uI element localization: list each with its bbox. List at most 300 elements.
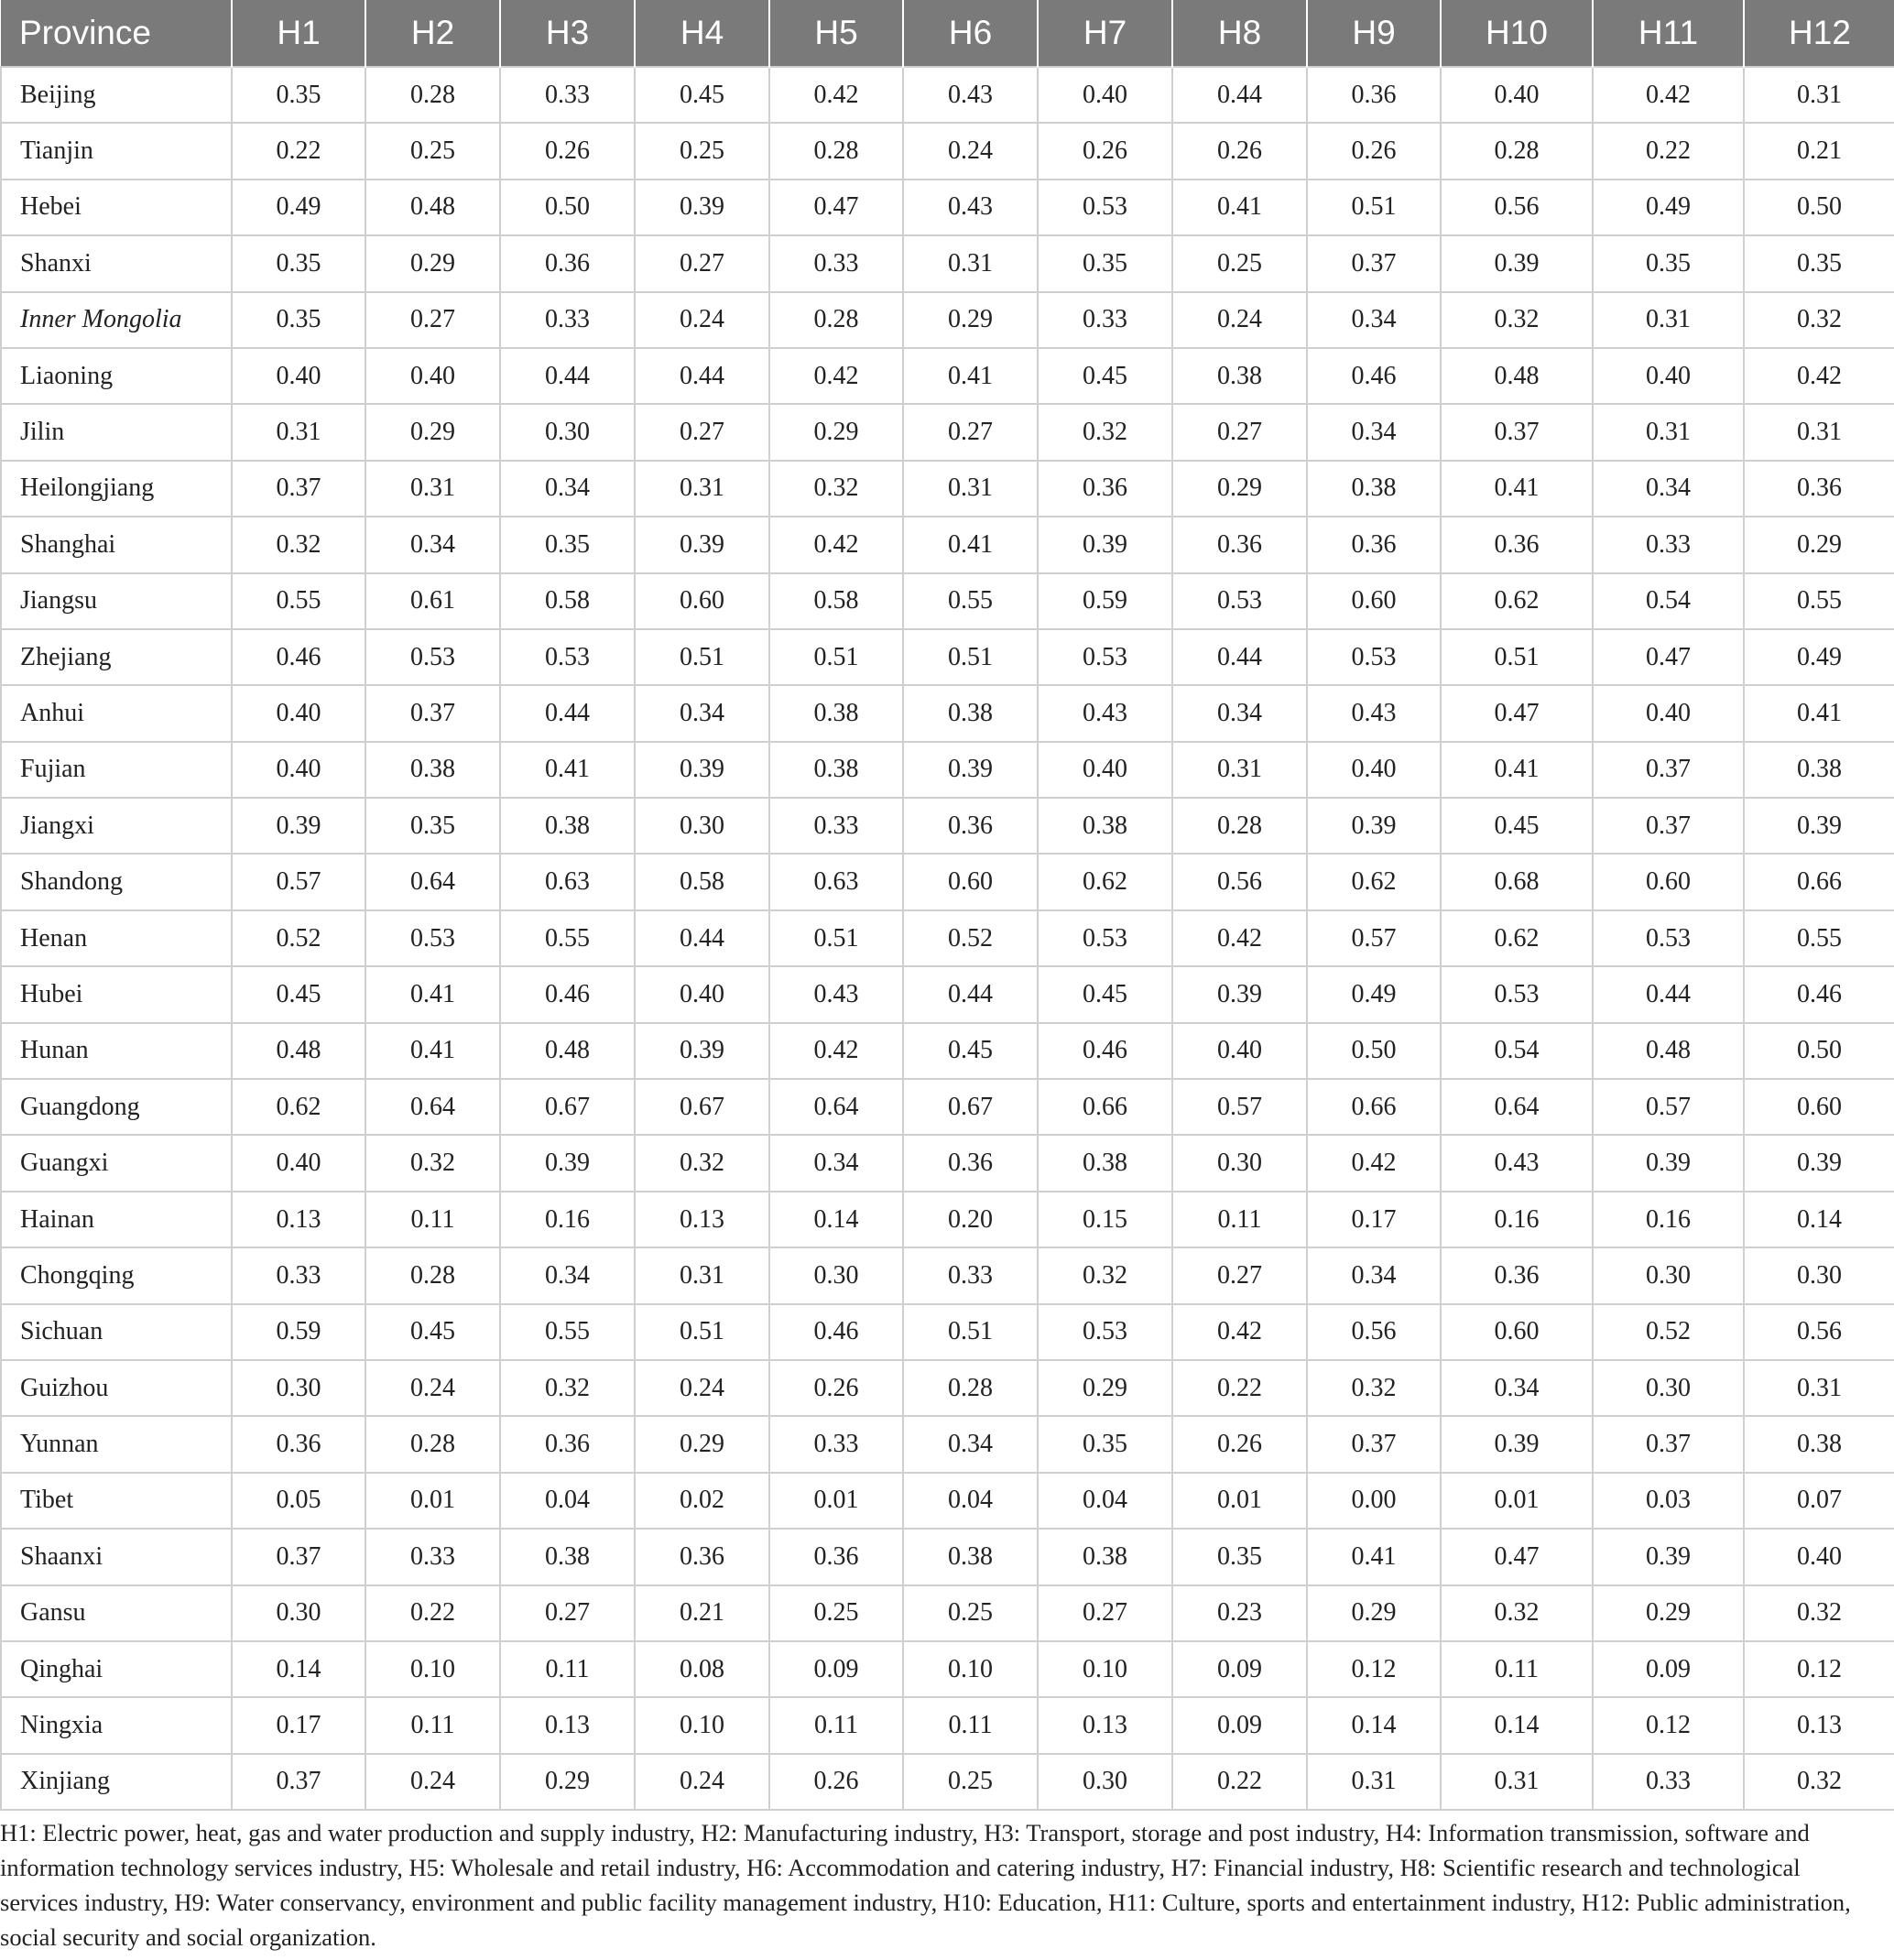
value-cell: 0.64 — [1441, 1079, 1593, 1135]
value-cell: 0.43 — [1307, 685, 1441, 741]
value-cell: 0.32 — [1038, 404, 1172, 460]
value-cell: 0.66 — [1744, 854, 1894, 909]
value-cell: 0.35 — [365, 798, 500, 854]
value-cell: 0.12 — [1744, 1641, 1894, 1697]
value-cell: 0.53 — [1038, 1304, 1172, 1360]
value-cell: 0.66 — [1038, 1079, 1172, 1135]
value-cell: 0.34 — [365, 517, 500, 572]
value-cell: 0.14 — [769, 1192, 903, 1247]
value-cell: 0.39 — [635, 517, 769, 572]
value-cell: 0.37 — [1593, 742, 1744, 798]
value-cell: 0.38 — [500, 798, 635, 854]
value-cell: 0.38 — [365, 742, 500, 798]
value-cell: 0.50 — [500, 180, 635, 235]
value-cell: 0.33 — [232, 1247, 365, 1303]
value-cell: 0.38 — [1038, 1529, 1172, 1584]
table-row — [1, 1304, 1894, 1360]
value-cell: 0.39 — [1307, 798, 1441, 854]
value-cell: 0.40 — [1593, 348, 1744, 404]
value-cell: 0.22 — [365, 1585, 500, 1641]
value-cell: 0.32 — [232, 517, 365, 572]
value-cell: 0.34 — [903, 1416, 1038, 1472]
value-cell: 0.60 — [1744, 1079, 1894, 1135]
value-cell: 0.37 — [232, 1529, 365, 1584]
value-cell: 0.53 — [1038, 180, 1172, 235]
table-row — [1, 685, 1894, 741]
province-cell: Sichuan — [1, 1304, 232, 1360]
value-cell: 0.42 — [769, 517, 903, 572]
value-cell: 0.40 — [365, 348, 500, 404]
column-header-h2: H2 — [365, 0, 500, 67]
value-cell: 0.29 — [903, 292, 1038, 348]
value-cell: 0.01 — [365, 1473, 500, 1529]
value-cell: 0.36 — [1441, 1247, 1593, 1303]
value-cell: 0.39 — [903, 742, 1038, 798]
value-cell: 0.13 — [1744, 1697, 1894, 1753]
value-cell: 0.34 — [1172, 685, 1307, 741]
value-cell: 0.41 — [365, 1023, 500, 1079]
value-cell: 0.47 — [1441, 685, 1593, 741]
value-cell: 0.55 — [903, 573, 1038, 629]
value-cell: 0.41 — [500, 742, 635, 798]
value-cell: 0.42 — [1593, 67, 1744, 123]
value-cell: 0.29 — [1172, 461, 1307, 517]
value-cell: 0.31 — [1593, 404, 1744, 460]
value-cell: 0.52 — [232, 910, 365, 966]
value-cell: 0.48 — [1441, 348, 1593, 404]
value-cell: 0.34 — [1307, 404, 1441, 460]
value-cell: 0.64 — [769, 1079, 903, 1135]
value-cell: 0.27 — [1038, 1585, 1172, 1641]
value-cell: 0.30 — [232, 1360, 365, 1416]
value-cell: 0.35 — [1172, 1529, 1307, 1584]
table-row — [1, 798, 1894, 854]
value-cell: 0.56 — [1307, 1304, 1441, 1360]
value-cell: 0.60 — [1307, 573, 1441, 629]
value-cell: 0.54 — [1593, 573, 1744, 629]
value-cell: 0.54 — [1441, 1023, 1593, 1079]
value-cell: 0.45 — [1441, 798, 1593, 854]
province-cell: Heilongjiang — [1, 461, 232, 517]
value-cell: 0.35 — [232, 292, 365, 348]
value-cell: 0.31 — [365, 461, 500, 517]
province-cell: Fujian — [1, 742, 232, 798]
value-cell: 0.34 — [1441, 1360, 1593, 1416]
table-row — [1, 910, 1894, 966]
table-row — [1, 742, 1894, 798]
value-cell: 0.32 — [1441, 1585, 1593, 1641]
value-cell: 0.37 — [365, 685, 500, 741]
value-cell: 0.29 — [635, 1416, 769, 1472]
value-cell: 0.13 — [1038, 1697, 1172, 1753]
value-cell: 0.15 — [1038, 1192, 1172, 1247]
value-cell: 0.46 — [232, 629, 365, 685]
value-cell: 0.35 — [232, 235, 365, 291]
value-cell: 0.31 — [1744, 67, 1894, 123]
value-cell: 0.04 — [1038, 1473, 1172, 1529]
value-cell: 0.32 — [1744, 1585, 1894, 1641]
value-cell: 0.42 — [1744, 348, 1894, 404]
value-cell: 0.39 — [1441, 235, 1593, 291]
value-cell: 0.51 — [1307, 180, 1441, 235]
value-cell: 0.30 — [232, 1585, 365, 1641]
value-cell: 0.25 — [1172, 235, 1307, 291]
column-header-h9: H9 — [1307, 0, 1441, 67]
value-cell: 0.33 — [769, 798, 903, 854]
value-cell: 0.55 — [500, 910, 635, 966]
value-cell: 0.31 — [232, 404, 365, 460]
value-cell: 0.47 — [769, 180, 903, 235]
value-cell: 0.60 — [1593, 854, 1744, 909]
value-cell: 0.27 — [1172, 1247, 1307, 1303]
table-row — [1, 1754, 1894, 1810]
province-cell: Qinghai — [1, 1641, 232, 1697]
value-cell: 0.30 — [1744, 1247, 1894, 1303]
value-cell: 0.40 — [1307, 742, 1441, 798]
value-cell: 0.44 — [500, 685, 635, 741]
value-cell: 0.35 — [1593, 235, 1744, 291]
value-cell: 0.31 — [1744, 404, 1894, 460]
value-cell: 0.53 — [1172, 573, 1307, 629]
value-cell: 0.49 — [1744, 629, 1894, 685]
province-cell: Gansu — [1, 1585, 232, 1641]
value-cell: 0.32 — [1038, 1247, 1172, 1303]
value-cell: 0.38 — [1038, 798, 1172, 854]
value-cell: 0.36 — [1307, 517, 1441, 572]
value-cell: 0.25 — [769, 1585, 903, 1641]
value-cell: 0.14 — [1307, 1697, 1441, 1753]
value-cell: 0.27 — [500, 1585, 635, 1641]
value-cell: 0.38 — [769, 685, 903, 741]
value-cell: 0.38 — [1307, 461, 1441, 517]
value-cell: 0.62 — [1038, 854, 1172, 909]
value-cell: 0.24 — [1172, 292, 1307, 348]
province-cell: Xinjiang — [1, 1754, 232, 1810]
value-cell: 0.45 — [1038, 966, 1172, 1022]
province-cell: Hunan — [1, 1023, 232, 1079]
value-cell: 0.36 — [1744, 461, 1894, 517]
value-cell: 0.31 — [1744, 1360, 1894, 1416]
value-cell: 0.32 — [1307, 1360, 1441, 1416]
value-cell: 0.27 — [365, 292, 500, 348]
province-cell: Zhejiang — [1, 629, 232, 685]
value-cell: 0.68 — [1441, 854, 1593, 909]
column-header-h6: H6 — [903, 0, 1038, 67]
value-cell: 0.31 — [903, 461, 1038, 517]
value-cell: 0.48 — [500, 1023, 635, 1079]
table-row — [1, 1416, 1894, 1472]
value-cell: 0.00 — [1307, 1473, 1441, 1529]
header-row — [1, 0, 1894, 67]
value-cell: 0.11 — [365, 1192, 500, 1247]
value-cell: 0.16 — [1593, 1192, 1744, 1247]
table-row — [1, 573, 1894, 629]
value-cell: 0.41 — [1441, 742, 1593, 798]
table-row — [1, 1641, 1894, 1697]
value-cell: 0.24 — [635, 1360, 769, 1416]
value-cell: 0.57 — [232, 854, 365, 909]
value-cell: 0.38 — [769, 742, 903, 798]
value-cell: 0.32 — [500, 1360, 635, 1416]
value-cell: 0.39 — [500, 1135, 635, 1191]
value-cell: 0.34 — [635, 685, 769, 741]
value-cell: 0.29 — [1038, 1360, 1172, 1416]
value-cell: 0.36 — [500, 1416, 635, 1472]
value-cell: 0.26 — [1172, 1416, 1307, 1472]
column-header-h11: H11 — [1593, 0, 1744, 67]
value-cell: 0.24 — [365, 1360, 500, 1416]
value-cell: 0.28 — [365, 67, 500, 123]
value-cell: 0.30 — [1593, 1360, 1744, 1416]
value-cell: 0.58 — [635, 854, 769, 909]
province-cell: Jilin — [1, 404, 232, 460]
value-cell: 0.36 — [1038, 461, 1172, 517]
value-cell: 0.40 — [1593, 685, 1744, 741]
column-header-h7: H7 — [1038, 0, 1172, 67]
value-cell: 0.53 — [1441, 966, 1593, 1022]
value-cell: 0.33 — [1593, 517, 1744, 572]
value-cell: 0.51 — [903, 1304, 1038, 1360]
value-cell: 0.40 — [232, 1135, 365, 1191]
value-cell: 0.44 — [1172, 629, 1307, 685]
value-cell: 0.56 — [1744, 1304, 1894, 1360]
value-cell: 0.38 — [500, 1529, 635, 1584]
value-cell: 0.33 — [769, 1416, 903, 1472]
value-cell: 0.31 — [1441, 1754, 1593, 1810]
value-cell: 0.33 — [769, 235, 903, 291]
value-cell: 0.42 — [769, 348, 903, 404]
value-cell: 0.53 — [1038, 629, 1172, 685]
province-cell: Shanxi — [1, 235, 232, 291]
value-cell: 0.09 — [1172, 1697, 1307, 1753]
value-cell: 0.38 — [1172, 348, 1307, 404]
value-cell: 0.57 — [1593, 1079, 1744, 1135]
value-cell: 0.48 — [365, 180, 500, 235]
column-header-h1: H1 — [232, 0, 365, 67]
value-cell: 0.28 — [365, 1247, 500, 1303]
value-cell: 0.44 — [1593, 966, 1744, 1022]
value-cell: 0.42 — [1172, 910, 1307, 966]
value-cell: 0.33 — [365, 1529, 500, 1584]
value-cell: 0.23 — [1172, 1585, 1307, 1641]
value-cell: 0.24 — [635, 292, 769, 348]
value-cell: 0.09 — [1172, 1641, 1307, 1697]
value-cell: 0.48 — [1593, 1023, 1744, 1079]
value-cell: 0.36 — [1441, 517, 1593, 572]
value-cell: 0.16 — [1441, 1192, 1593, 1247]
value-cell: 0.45 — [232, 966, 365, 1022]
table-row — [1, 404, 1894, 460]
province-cell: Hainan — [1, 1192, 232, 1247]
table-row — [1, 67, 1894, 123]
value-cell: 0.33 — [500, 292, 635, 348]
value-cell: 0.39 — [635, 1023, 769, 1079]
value-cell: 0.36 — [903, 798, 1038, 854]
value-cell: 0.36 — [903, 1135, 1038, 1191]
table-row — [1, 1585, 1894, 1641]
table-row — [1, 854, 1894, 909]
value-cell: 0.29 — [1307, 1585, 1441, 1641]
value-cell: 0.38 — [903, 685, 1038, 741]
table-row — [1, 1192, 1894, 1247]
value-cell: 0.01 — [1172, 1473, 1307, 1529]
value-cell: 0.28 — [365, 1416, 500, 1472]
value-cell: 0.62 — [1441, 573, 1593, 629]
column-header-h12: H12 — [1744, 0, 1894, 67]
value-cell: 0.46 — [1307, 348, 1441, 404]
value-cell: 0.56 — [1441, 180, 1593, 235]
value-cell: 0.53 — [1307, 629, 1441, 685]
value-cell: 0.43 — [1038, 685, 1172, 741]
column-header-h5: H5 — [769, 0, 903, 67]
value-cell: 0.44 — [1172, 67, 1307, 123]
column-header-h10: H10 — [1441, 0, 1593, 67]
value-cell: 0.12 — [1593, 1697, 1744, 1753]
value-cell: 0.20 — [903, 1192, 1038, 1247]
value-cell: 0.16 — [500, 1192, 635, 1247]
value-cell: 0.66 — [1307, 1079, 1441, 1135]
value-cell: 0.53 — [1593, 910, 1744, 966]
value-cell: 0.55 — [1744, 910, 1894, 966]
province-cell: Beijing — [1, 67, 232, 123]
value-cell: 0.63 — [500, 854, 635, 909]
value-cell: 0.42 — [769, 67, 903, 123]
province-cell: Hubei — [1, 966, 232, 1022]
value-cell: 0.56 — [1172, 854, 1307, 909]
value-cell: 0.41 — [1172, 180, 1307, 235]
value-cell: 0.58 — [769, 573, 903, 629]
value-cell: 0.05 — [232, 1473, 365, 1529]
value-cell: 0.28 — [769, 292, 903, 348]
value-cell: 0.29 — [769, 404, 903, 460]
value-cell: 0.31 — [1307, 1754, 1441, 1810]
value-cell: 0.32 — [635, 1135, 769, 1191]
table-row — [1, 235, 1894, 291]
value-cell: 0.25 — [365, 123, 500, 179]
value-cell: 0.31 — [635, 461, 769, 517]
value-cell: 0.12 — [1307, 1641, 1441, 1697]
value-cell: 0.25 — [635, 123, 769, 179]
value-cell: 0.30 — [769, 1247, 903, 1303]
value-cell: 0.28 — [1441, 123, 1593, 179]
value-cell: 0.35 — [500, 517, 635, 572]
value-cell: 0.41 — [1307, 1529, 1441, 1584]
value-cell: 0.25 — [903, 1585, 1038, 1641]
value-cell: 0.34 — [1593, 461, 1744, 517]
value-cell: 0.35 — [232, 67, 365, 123]
value-cell: 0.11 — [1172, 1192, 1307, 1247]
value-cell: 0.59 — [1038, 573, 1172, 629]
value-cell: 0.04 — [500, 1473, 635, 1529]
value-cell: 0.30 — [1593, 1247, 1744, 1303]
value-cell: 0.39 — [635, 180, 769, 235]
value-cell: 0.26 — [1038, 123, 1172, 179]
value-cell: 0.61 — [365, 573, 500, 629]
value-cell: 0.39 — [1593, 1135, 1744, 1191]
value-cell: 0.26 — [1172, 123, 1307, 179]
table-row — [1, 123, 1894, 179]
province-cell: Henan — [1, 910, 232, 966]
value-cell: 0.28 — [769, 123, 903, 179]
value-cell: 0.31 — [1172, 742, 1307, 798]
value-cell: 0.31 — [903, 235, 1038, 291]
value-cell: 0.34 — [769, 1135, 903, 1191]
value-cell: 0.26 — [769, 1754, 903, 1810]
value-cell: 0.53 — [365, 629, 500, 685]
value-cell: 0.38 — [1744, 742, 1894, 798]
value-cell: 0.62 — [1307, 854, 1441, 909]
value-cell: 0.42 — [1172, 1304, 1307, 1360]
value-cell: 0.26 — [1307, 123, 1441, 179]
value-cell: 0.39 — [635, 742, 769, 798]
province-cell: Liaoning — [1, 348, 232, 404]
value-cell: 0.48 — [232, 1023, 365, 1079]
value-cell: 0.21 — [635, 1585, 769, 1641]
value-cell: 0.38 — [903, 1529, 1038, 1584]
province-cell: Shaanxi — [1, 1529, 232, 1584]
value-cell: 0.44 — [500, 348, 635, 404]
value-cell: 0.11 — [365, 1697, 500, 1753]
value-cell: 0.22 — [1172, 1754, 1307, 1810]
province-cell: Ningxia — [1, 1697, 232, 1753]
value-cell: 0.67 — [500, 1079, 635, 1135]
value-cell: 0.27 — [635, 404, 769, 460]
value-cell: 0.01 — [769, 1473, 903, 1529]
province-cell: Hebei — [1, 180, 232, 235]
table-row — [1, 629, 1894, 685]
value-cell: 0.31 — [635, 1247, 769, 1303]
column-header-h3: H3 — [500, 0, 635, 67]
value-cell: 0.39 — [1172, 966, 1307, 1022]
value-cell: 0.57 — [1172, 1079, 1307, 1135]
value-cell: 0.37 — [1593, 798, 1744, 854]
value-cell: 0.43 — [903, 180, 1038, 235]
table-row — [1, 1247, 1894, 1303]
value-cell: 0.26 — [769, 1360, 903, 1416]
value-cell: 0.37 — [1307, 1416, 1441, 1472]
value-cell: 0.14 — [1441, 1697, 1593, 1753]
value-cell: 0.38 — [1744, 1416, 1894, 1472]
value-cell: 0.11 — [500, 1641, 635, 1697]
value-cell: 0.53 — [1038, 910, 1172, 966]
value-cell: 0.13 — [635, 1192, 769, 1247]
value-cell: 0.04 — [903, 1473, 1038, 1529]
value-cell: 0.49 — [1307, 966, 1441, 1022]
value-cell: 0.39 — [1744, 1135, 1894, 1191]
value-cell: 0.51 — [769, 629, 903, 685]
value-cell: 0.30 — [1172, 1135, 1307, 1191]
value-cell: 0.55 — [232, 573, 365, 629]
value-cell: 0.43 — [769, 966, 903, 1022]
table-row — [1, 348, 1894, 404]
value-cell: 0.50 — [1307, 1023, 1441, 1079]
value-cell: 0.39 — [1038, 517, 1172, 572]
value-cell: 0.13 — [232, 1192, 365, 1247]
value-cell: 0.14 — [1744, 1192, 1894, 1247]
value-cell: 0.40 — [1038, 742, 1172, 798]
value-cell: 0.24 — [635, 1754, 769, 1810]
value-cell: 0.49 — [1593, 180, 1744, 235]
table-footnote: H1: Electric power, heat, gas and water production and supply industry, H2: Manufacturing industry, H3: Transport, storage and post industry, H4: Information transmission, software and information technology services industry, H5: Wholesale and retail industry, H6: Accommodation and catering industry, H7: Financial industry, H8: Scientific research and technological services industry, H9: Water conservancy, environment and public facility management industry, H10: Education, H11: Culture, sports and entertainment industry, H12: Public administration, social security and social organization. — [0, 1819, 1851, 1951]
province-cell: Tibet — [1, 1473, 232, 1529]
value-cell: 0.39 — [1593, 1529, 1744, 1584]
value-cell: 0.58 — [500, 573, 635, 629]
value-cell: 0.01 — [1441, 1473, 1593, 1529]
value-cell: 0.46 — [1744, 966, 1894, 1022]
value-cell: 0.47 — [1593, 629, 1744, 685]
value-cell: 0.35 — [1744, 235, 1894, 291]
value-cell: 0.29 — [365, 235, 500, 291]
